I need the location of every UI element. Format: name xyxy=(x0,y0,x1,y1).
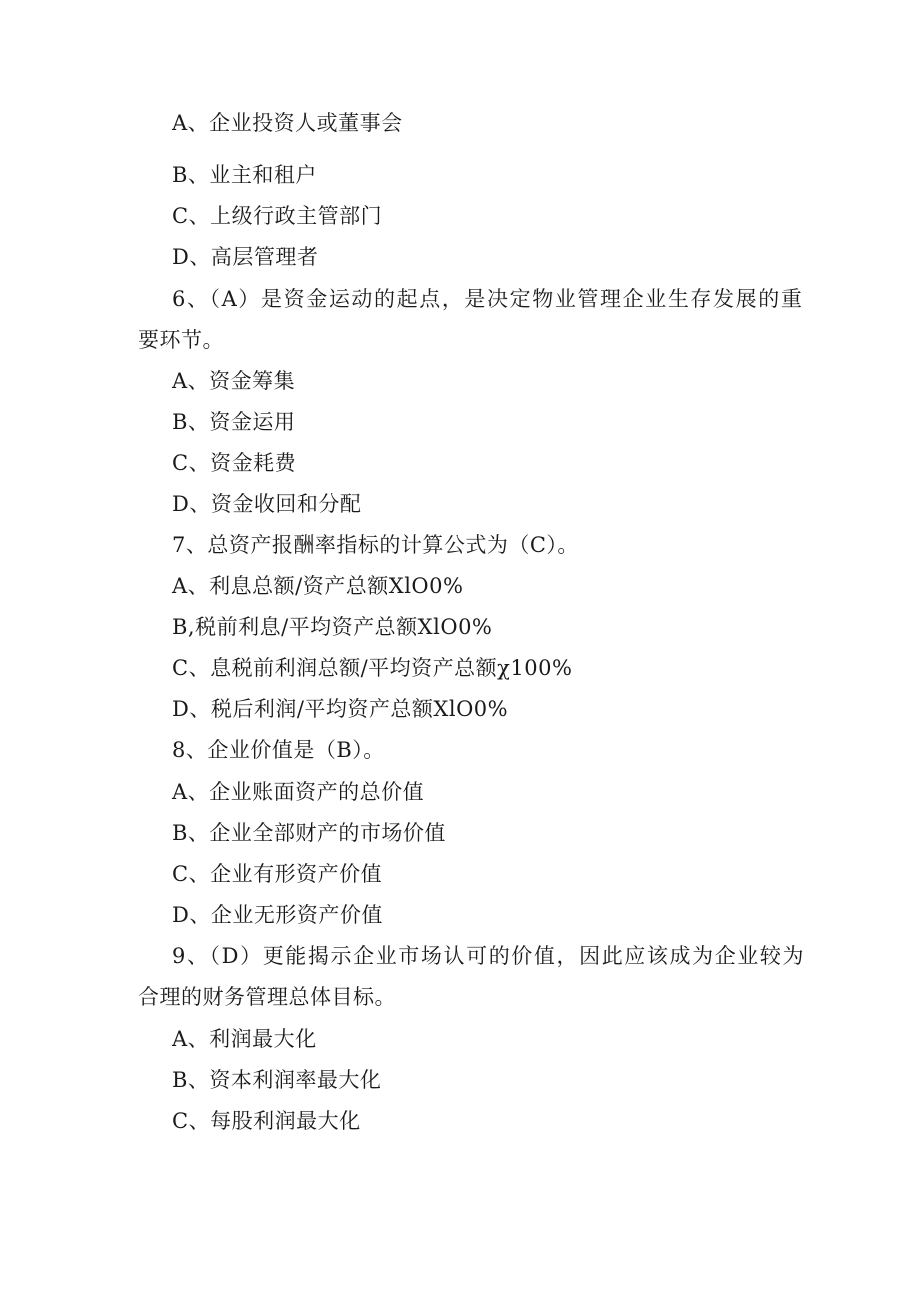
option-a-q7: A、利息总额/资产总额XlO0% xyxy=(172,574,464,598)
option-c-q5: C、上级行政主管部门 xyxy=(172,204,383,228)
option-d-q5: D、高层管理者 xyxy=(172,245,319,269)
option-b-q7: B,税前利息/平均资产总额XlO0% xyxy=(172,615,493,639)
option-a-q5: A、企业投资人或董事会 xyxy=(172,111,403,135)
option-a-q6: A、资金筹集 xyxy=(172,369,296,393)
option-a-q9: A、利润最大化 xyxy=(172,1027,317,1051)
option-d-q6: D、资金收回和分配 xyxy=(172,492,362,516)
option-b-q9: B、资本利润率最大化 xyxy=(172,1068,382,1092)
option-b-q8: B、企业全部财产的市场价值 xyxy=(172,821,446,845)
option-c-q8: C、企业有形资产价值 xyxy=(172,862,383,886)
question-7: 7、总资产报酬率指标的计算公式为（C）。 xyxy=(172,533,579,557)
option-d-q7: D、税后利润/平均资产总额XlO0% xyxy=(172,697,509,721)
question-8: 8、企业价值是（B）。 xyxy=(172,738,385,762)
question-9: 9、（D）更能揭示企业市场认可的价值，因此应该成为企业较为 xyxy=(172,944,806,968)
option-c-q7: C、息税前利润总额/平均资产总额χ100% xyxy=(172,656,573,680)
option-d-q8: D、企业无形资产价值 xyxy=(172,903,383,927)
option-b-q5: B、业主和租户 xyxy=(172,163,317,187)
option-c-q9: C、每股利润最大化 xyxy=(172,1109,361,1133)
question-6: 6、（A）是资金运动的起点，是决定物业管理企业生存发展的重 xyxy=(172,287,804,311)
option-c-q6: C、资金耗费 xyxy=(172,451,297,475)
question-6-cont: 要环节。 xyxy=(138,328,224,352)
question-9-cont: 合理的财务管理总体目标。 xyxy=(138,985,396,1009)
option-b-q6: B、资金运用 xyxy=(172,410,296,434)
option-a-q8: A、企业账面资产的总价值 xyxy=(172,780,425,804)
